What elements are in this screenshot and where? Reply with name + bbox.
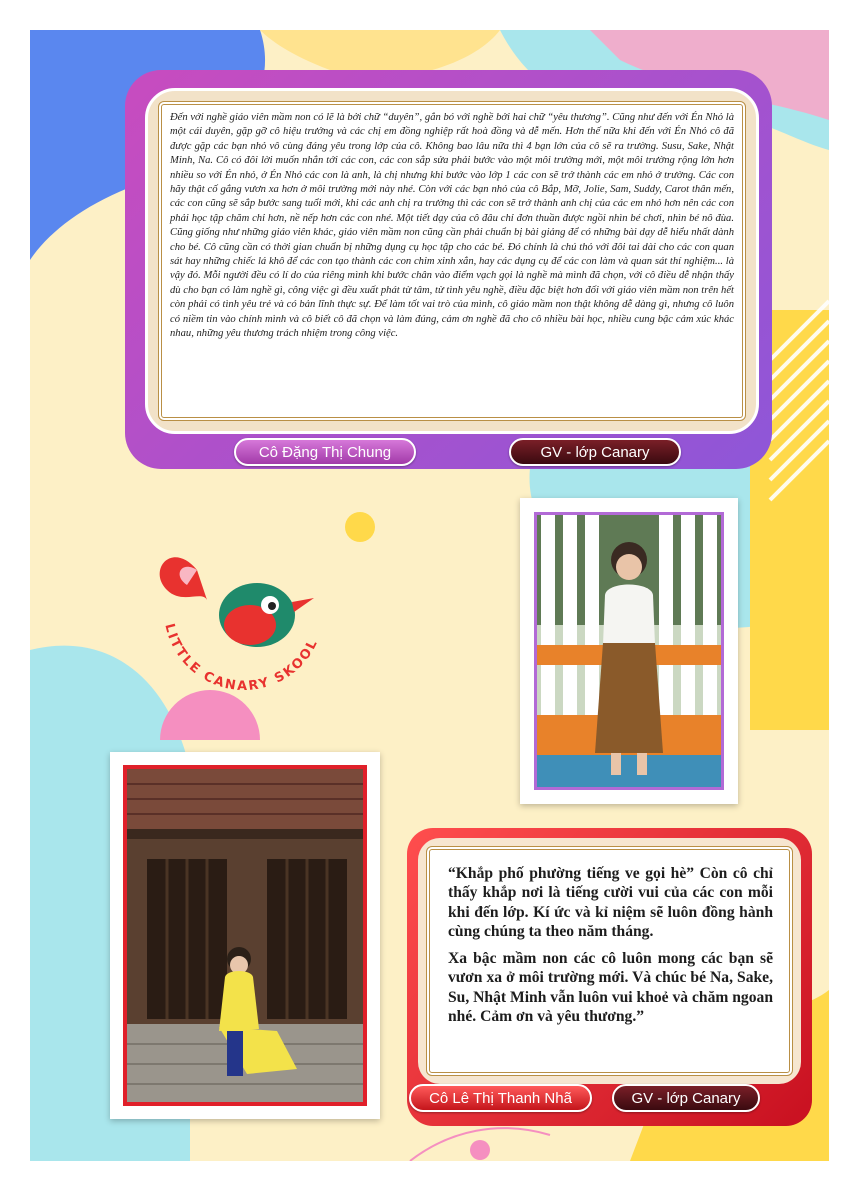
teacher-name-tag-top: Cô Đặng Thị Chung (234, 438, 416, 466)
page-background (30, 30, 829, 1161)
teacher-photo-illustration (537, 515, 721, 787)
photo-stamp-teacher-chung (520, 498, 738, 804)
logo-text: LITTLE CANARY SKOOL (161, 622, 322, 695)
teacher-message-paragraph-1: “Khắp phố phường tiếng ve gọi hè” Còn cô chỉ thấy khắp nơi là tiếng cười vui của các con mỗi khi đến lớp. Kí ức và kỉ niệm sẽ luôn đồng hành cùng chúng ta theo năm tháng. (448, 865, 773, 940)
photo-stamp-teacher-nha (110, 752, 380, 1119)
teacher-message-paragraph-top: Đến với nghề giáo viên mầm non có lẽ là bởi chữ “duyên”, gắn bó với nghề bởi hai chữ “yêu thương”. Cũng như đến với Én Nhỏ là một cái duyên, gặp gỡ cô hiệu trưởng và các chị em đồng nghiệp rất hoà đồng và dễ mến. Hơn thế nữa khi đến với Én Nhỏ cô đã được gặp các bạn nhỏ vô cùng đáng yêu trong lớp của cô. Không bao lâu nữa thì 4 bạn lớn của cô sẽ ra trường. Susu, Sake, Nhật Minh, Na. Cô có đôi lời muốn nhắn tới các con, các con sắp sửa phải bước vào một môi trường mới, một môi trường rộng lớn hơn nhiều so với Én nhỏ, ở Én Nhỏ các con là anh, là chị nhưng khi bước vào lớp 1 các con sẽ trở thành các em nhỏ ở trường. Các con hãy thật cố gắng vươn xa hơn ở môi trường mới này nhé. Còn với các bạn nhỏ của cô Bắp, Mỡ, Jolie, Sam, Suddy, Carot thân mến, các con cũng sẽ sắp bước sang tuổi mới, khi các anh chị ra trường thì các con sẽ trở thành anh chị của các em nhỏ hơn nên các con phải học tập chăm chỉ hơn, nề nếp hơn các con nhé. Một tiết dạy của cô đâu chỉ đơn thuần được ngồi nhìn bé chơi, nhìn bé nô đùa. Cũng giống như những giáo viên khác, giáo viên mầm non cũng cần phải chuẩn bị bài giảng để có những bài dạy dễ hiểu nhất dành cho bé. Cô cũng cần có thời gian chuẩn bị những dụng cụ học tập cho các bé. Đó chính là chú thỏ với đôi tai dài cho các con quan sát hay những chiếc lá khô để các con tạo thành các con chim xinh xắn, hay các dụng cụ để các con làm và quan sát thí nghiệm... là vậy đó. Mỗi người đều có lí do của riêng mình khi bước chân vào điểm vạch gọi là nghề mà mình đã chọn, với cô điều dễ nhận thấy dù cho bạn có làm nghề gì, công việc gì đều xuất phát từ tâm, từ tình yêu nghề, điều đặc biệt hơn đối với giáo viên mầm non trên hết còn phải có tình yêu trẻ và có bản lĩnh thực sự. Để làm tốt vai trò của mình, cô giáo mầm non thật không dễ dàng gì, nhưng cô luôn có niềm tin vào chính mình và cô biết cô đã chọn và làm đúng, cảm ơn nghề đã cho cô nhiều bài học, nhiều cung bậc cảm xúc khác nhau, những yêu thương trách nhiệm trong công việc. (170, 112, 734, 340)
teacher-role-tag-top: GV - lớp Canary (509, 438, 681, 466)
teacher-role-tag-bottom: GV - lớp Canary (612, 1084, 760, 1112)
teacher-name-tag-bottom: Cô Lê Thị Thanh Nhã (409, 1084, 592, 1112)
teacher-message-paragraph-2: Xa bậc mầm non các cô luôn mong các bạn sẽ vươn xa ở môi trường mới. Và chúc bé Na, Sake, Su, Nhật Minh vẫn luôn vui khoẻ và chăm ngoan nhé. Cảm ơn và yêu thương.” (448, 950, 773, 1026)
teacher-message-textbox-bottom (426, 846, 793, 1076)
teacher-chung-photo (534, 512, 724, 790)
teacher-message-textbox-top (158, 101, 746, 421)
school-logo (142, 530, 342, 700)
teacher-nha-photo (123, 765, 367, 1106)
temple-photo-illustration (127, 769, 363, 1102)
teacher-message-frame-bottom (418, 838, 801, 1084)
teacher-message-frame-top (145, 88, 759, 434)
